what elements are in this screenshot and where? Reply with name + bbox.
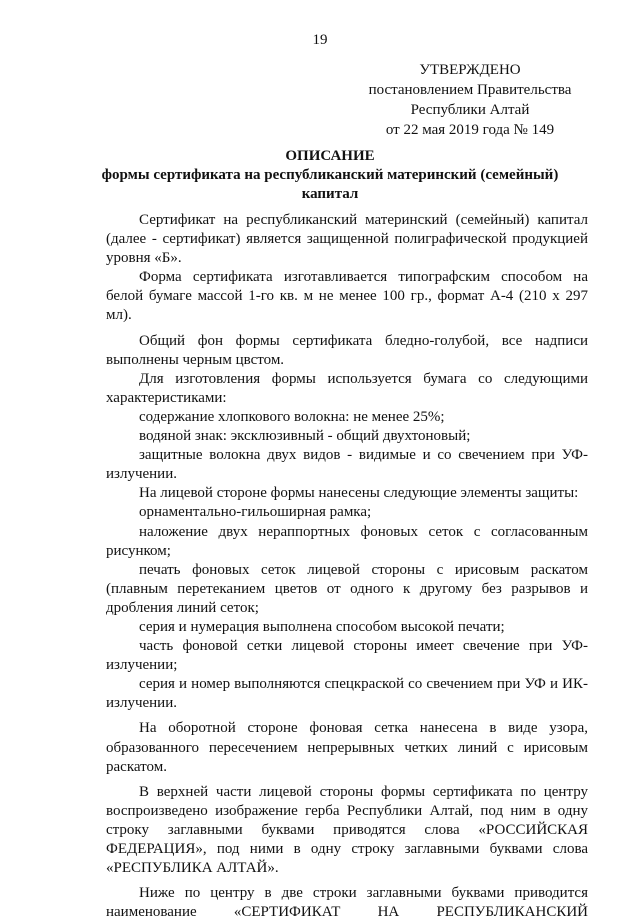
paragraph: На оборотной стороне фоновая сетка нанесена в виде узора, образованного пересечением непрерывных четких линий с ирисовым раскатом. [106,720,588,775]
approval-line-date: от 22 мая 2019 года № 149 [385,122,555,138]
approval-line-republic: Республики Алтай [410,102,530,118]
list-item: орнаментально-гильоширная рамка; [139,504,372,521]
document-body [106,211,588,922]
list-item: серия и номер выполняются спецкраской со свечением при УФ и ИК-излучении. [106,676,588,712]
approval-line-resolution: постановлением Правительства [368,82,572,98]
paragraph: На лицевой стороне формы нанесены следующие элементы защиты: [139,485,579,502]
title-heading: ОПИСАНИЕ [285,148,375,164]
list-item: серия и нумерация выполнена способом высокой печати; [139,618,505,635]
paragraph: Общий фон формы сертификата бледно-голубой, все надписи выполнены черным цвстом. [106,332,588,368]
paragraph: В верхней части лицевой стороны формы сертификата по центру воспроизведено изображение герба Республики Алтай, под ним в одну строку заглавными буквами приводятся слова «РОССИЙСКАЯ ФЕДЕРАЦИЯ», под ними в одну строку заглавными буквами слова «РЕСПУБЛИКА АЛТАЙ». [106,783,588,877]
list-item: часть фоновой сетки лицевой стороны имеет свечение при УФ-излучении; [106,638,588,674]
list-item: наложение двух нераппортных фоновых сеток с согласованным рисунком; [106,523,588,559]
paragraph: Для изготовления формы используется бумага со следующими характеристиками: [106,370,588,406]
paragraph: Ниже по центру в две строки заглавными буквами приводится наименование «СЕРТИФИКАТ НА РЕСПУБЛИКАНСКИЙ [106,885,588,921]
approval-stamp [345,60,595,140]
title-subtitle: формы сертификата на республиканский материнский (семейный) капитал [101,167,559,202]
page-number: 19 [312,32,328,48]
document-title [100,147,560,204]
list-item: печать фоновых сеток лицевой стороны с ирисовым раскатом (плавным перетеканием цветов от одного к другому без разрывов и дробления линий сеток; [106,561,588,616]
paragraph: Сертификат на республиканский материнский (семейный) капитал (далее - сертификат) является защищенной полиграфической продукцией уровня «Б». [106,212,588,267]
list-item: водяной знак: эксклюзивный - общий двухтоновый; [139,428,471,445]
paragraph: Форма сертификата изготавливается типографским способом на белой бумаге массой 1-го кв. м не менее 100 гр., формат А-4 (210 х 297 мл). [106,269,588,324]
list-item: содержание хлопкового волокна: не менее 25%; [139,408,445,425]
list-item: защитные волокна двух видов - видимые и со свечением при УФ-излучении. [106,447,588,483]
approval-line-approved: УТВЕРЖДЕНО [419,62,521,78]
